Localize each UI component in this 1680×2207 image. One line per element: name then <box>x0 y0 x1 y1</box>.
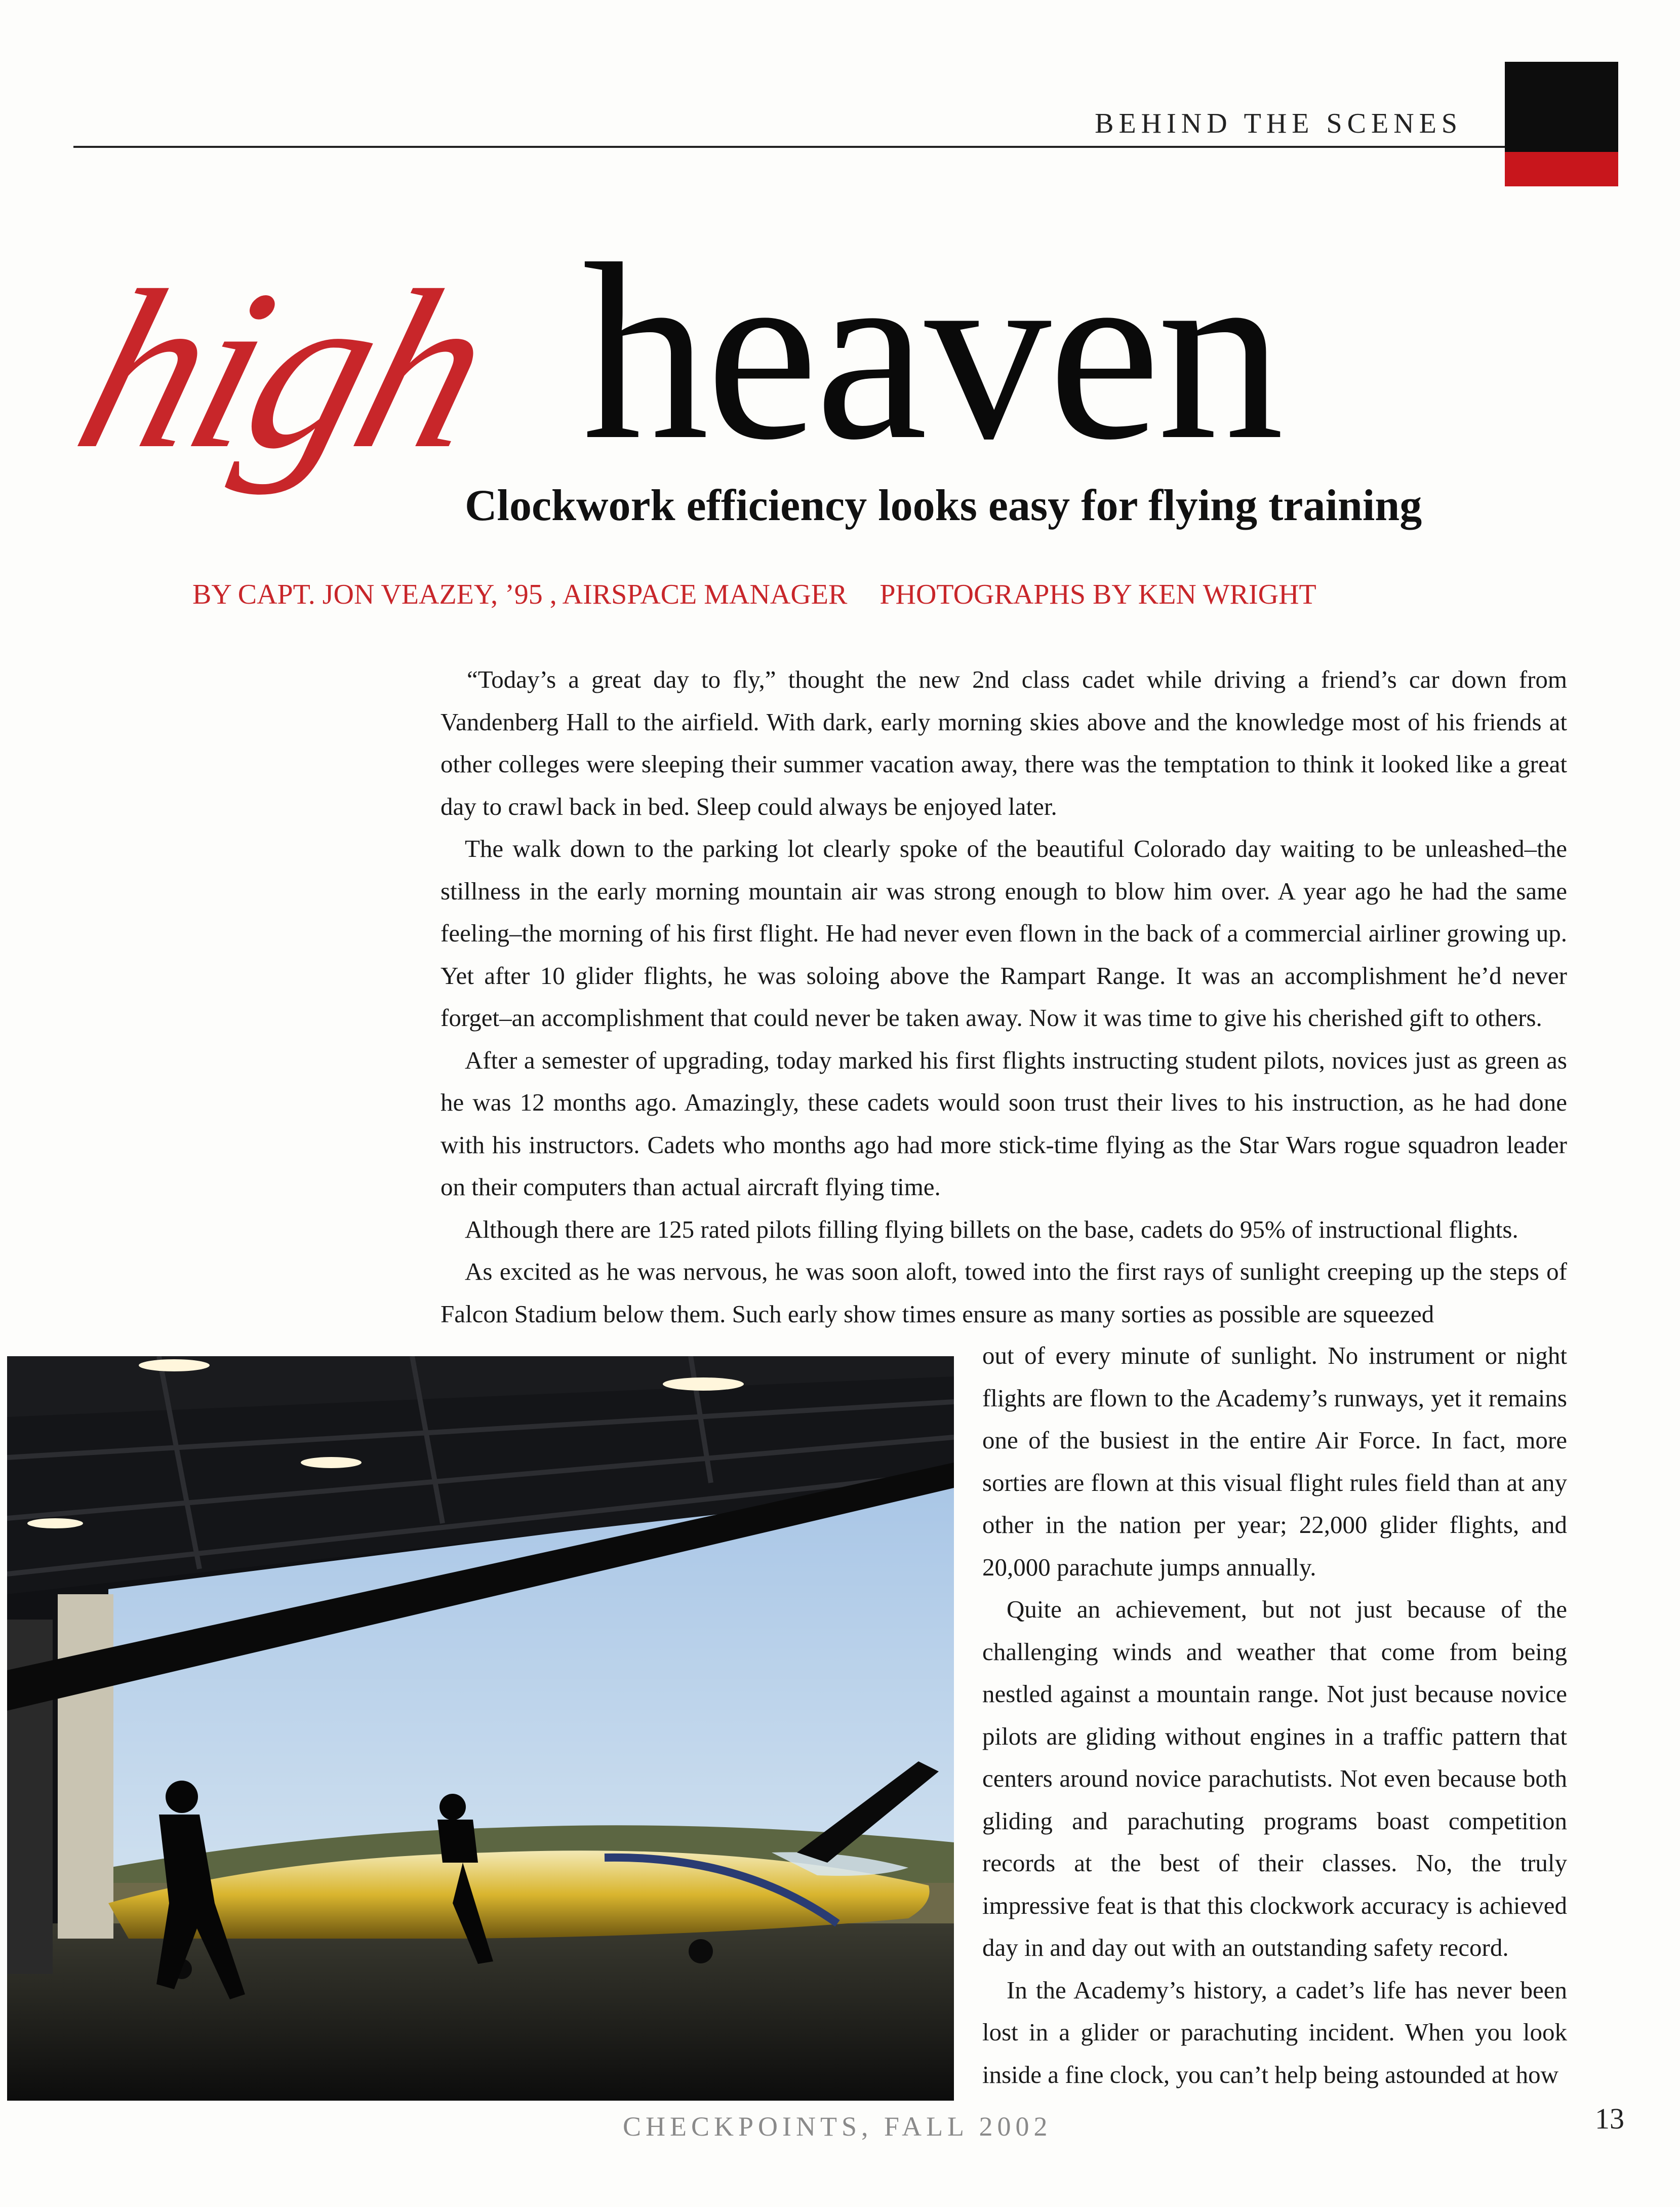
page-number: 13 <box>1595 2102 1624 2135</box>
glider-photo-illustration <box>7 1356 954 2101</box>
title-main-word: heaven <box>582 212 1281 492</box>
byline-photographer: PHOTOGRAPHS BY KEN WRIGHT <box>879 579 1316 610</box>
paragraph-5b: out of every minute of sunlight. No instrument or night flights are flown to the Academy’s runways, yet it remains one of the busiest in the entire Air Force. In fact, more sorties are flown at this visual flight rules field than at any other in the nation per year; 22,000 glider flights, and 20,000 parachute jumps annually. <box>982 1342 1567 1581</box>
paragraph-4: Although there are 125 rated pilots filling flying billets on the base, cadets do 95% of instructional flights. <box>465 1215 1518 1243</box>
publication-footer: CHECKPOINTS, FALL 2002 <box>623 2111 1052 2142</box>
paragraph-7: In the Academy’s history, a cadet’s life has never been lost in a glider or parachuting incident. When you look inside a fine clock, you can’t help being astounded at how <box>982 1976 1567 2088</box>
paragraph-5a: As excited as he was nervous, he was soon aloft, towed into the first rays of sunlight creeping up the steps of Falcon Stadium below them. Such early show times ensure as many sorties as possible are squeezed <box>441 1257 1567 1328</box>
glider-hangar-photo <box>7 1356 954 2101</box>
section-label: BEHIND THE SCENES <box>1095 108 1462 139</box>
article-body-right-column <box>982 1334 1567 2096</box>
article-subtitle: Clockwork efficiency looks easy for flying training <box>465 481 1422 530</box>
article-body-top <box>441 658 1567 1335</box>
corner-color-block <box>1505 62 1618 186</box>
title-script-word: high <box>55 244 512 496</box>
paragraph-6: Quite an achievement, but not just because of the challenging winds and weather that come from being nestled against a mountain range. Not just because novice pilots are gliding without engines in a traffic pattern that centers around novice parachutists. Not even because both gliding and parachuting programs boast competition records at the best of their classes. No, the truly impressive feat is that this clockwork accuracy is achieved day in and day out with an outstanding safety record. <box>982 1595 1567 1961</box>
paragraph-1: “Today’s a great day to fly,” thought the new 2nd class cadet while driving a friend’s car down from Vandenberg Hall to the airfield. With dark, early morning skies above and the knowledge most of his friends at other colleges were sleeping their summer vacation away, there was the temptation to think it looked like a great day to crawl back in bed. Sleep could always be enjoyed later. <box>441 665 1567 820</box>
paragraph-2: The walk down to the parking lot clearly spoke of the beautiful Colorado day waiting to be unleashed–the stillness in the early morning mountain air was strong enough to blow him over. A year ago he had the same feeling–the morning of his first flight. He had never even flown in the back of a commercial airliner growing up. Yet after 10 glider flights, he was soloing above the Rampart Range. It was an accomplishment he’d never forget–an accomplishment that could never be taken away. Now it was time to give his cherished gift to others. <box>441 835 1567 1032</box>
corner-black-bar <box>1505 62 1618 152</box>
byline-author: BY CAPT. JON VEAZEY, ’95 , AIRSPACE MANAGER <box>192 579 848 610</box>
paragraph-3: After a semester of upgrading, today marked his first flights instructing student pilots, novices just as green as he was 12 months ago. Amazingly, these cadets would soon trust their lives to his instruction, as he had done with his instructors. Cadets who months ago had more stick-time flying as the Star Wars rogue squadron leader on their computers than actual aircraft flying time. <box>441 1046 1567 1201</box>
header-rule <box>73 146 1615 148</box>
byline <box>192 578 1316 611</box>
corner-red-bar <box>1505 152 1618 186</box>
